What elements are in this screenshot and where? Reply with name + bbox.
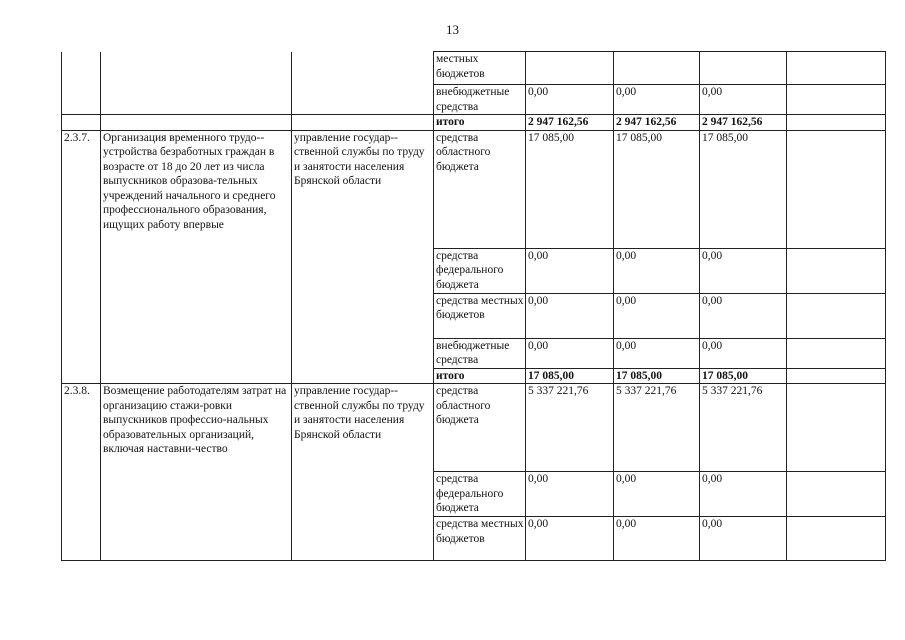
table-row	[62, 517, 886, 561]
page-number: 13	[446, 22, 459, 37]
measure-name-cell	[101, 52, 292, 85]
value-2016-cell: 2 947 162,56	[526, 115, 614, 131]
funding-source-cell: средства областного бюджета	[434, 384, 526, 472]
table-row	[62, 293, 886, 338]
extra-cell	[787, 115, 886, 131]
extra-cell	[787, 368, 886, 384]
executor-cell	[292, 293, 434, 338]
funding-source-cell: средства федерального бюджета	[434, 472, 526, 517]
value-2017-cell: 0,00	[614, 293, 700, 338]
executor-cell	[292, 85, 434, 115]
value-2017-cell: 0,00	[614, 472, 700, 517]
value-2017-cell: 17 085,00	[614, 368, 700, 384]
executor-cell	[292, 248, 434, 293]
funding-source-cell: средства областного бюджета	[434, 130, 526, 248]
measure-name-cell	[101, 368, 292, 384]
funding-source-cell: итого	[434, 368, 526, 384]
value-2017-cell: 5 337 221,76	[614, 384, 700, 472]
table-row	[62, 52, 886, 85]
measure-name-cell: Организация временного трудо-устройства безработных граждан в возрасте от 18 до 20 лет из числа выпускников образова-тельных учреждений начального и среднего профессионального образования, ищущих работу впервые	[101, 130, 292, 248]
measure-name-cell	[101, 85, 292, 115]
extra-cell	[787, 472, 886, 517]
extra-cell	[787, 248, 886, 293]
item-number-cell	[62, 338, 101, 368]
executor-cell	[292, 517, 434, 561]
executor-cell: управление государ-ственной службы по труду и занятости населения Брянской области	[292, 384, 434, 472]
table-row	[62, 384, 886, 472]
item-number-cell	[62, 517, 101, 561]
value-2017-cell: 0,00	[614, 517, 700, 561]
value-2018-cell: 0,00	[700, 293, 787, 338]
measure-name-cell	[101, 517, 292, 561]
value-2016-cell: 0,00	[526, 472, 614, 517]
funding-source-cell: внебюджетные средства	[434, 85, 526, 115]
value-2016-cell: 17 085,00	[526, 368, 614, 384]
table-row	[62, 130, 886, 248]
executor-cell	[292, 115, 434, 131]
extra-cell	[787, 130, 886, 248]
value-2017-cell: 0,00	[614, 85, 700, 115]
value-2016-cell: 0,00	[526, 248, 614, 293]
funding-source-cell: итого	[434, 115, 526, 131]
value-2018-cell: 0,00	[700, 338, 787, 368]
item-number-cell	[62, 248, 101, 293]
value-2017-cell: 17 085,00	[614, 130, 700, 248]
table-row	[62, 115, 886, 131]
executor-cell	[292, 368, 434, 384]
value-2017-cell	[614, 52, 700, 85]
value-2016-cell: 5 337 221,76	[526, 384, 614, 472]
item-number-cell	[62, 85, 101, 115]
measure-name-cell: Возмещение работодателям затрат на организацию стажи-ровки выпускников профессио-нальных образовательных организаций, включая наставни-чество	[101, 384, 292, 472]
executor-cell: управление государ-ственной службы по труду и занятости населения Брянской области	[292, 130, 434, 248]
table-row	[62, 368, 886, 384]
value-2017-cell: 0,00	[614, 338, 700, 368]
extra-cell	[787, 384, 886, 472]
measure-name-cell	[101, 472, 292, 517]
value-2018-cell: 0,00	[700, 85, 787, 115]
value-2018-cell: 5 337 221,76	[700, 384, 787, 472]
value-2016-cell	[526, 52, 614, 85]
value-2018-cell: 0,00	[700, 248, 787, 293]
funding-source-cell: местных бюджетов	[434, 52, 526, 85]
item-number-cell: 2.3.7.	[62, 130, 101, 248]
measure-name-cell	[101, 338, 292, 368]
executor-cell	[292, 52, 434, 85]
value-2016-cell: 0,00	[526, 293, 614, 338]
value-2018-cell: 17 085,00	[700, 130, 787, 248]
extra-cell	[787, 85, 886, 115]
value-2016-cell: 0,00	[526, 338, 614, 368]
extra-cell	[787, 517, 886, 561]
funding-source-cell: средства местных бюджетов	[434, 517, 526, 561]
extra-cell	[787, 52, 886, 85]
value-2016-cell: 0,00	[526, 85, 614, 115]
measure-name-cell	[101, 293, 292, 338]
table-row	[62, 472, 886, 517]
value-2018-cell: 17 085,00	[700, 368, 787, 384]
funding-table	[61, 51, 886, 561]
value-2017-cell: 2 947 162,56	[614, 115, 700, 131]
measure-name-cell	[101, 115, 292, 131]
table-row	[62, 248, 886, 293]
funding-source-cell: средства федерального бюджета	[434, 248, 526, 293]
value-2018-cell: 0,00	[700, 517, 787, 561]
item-number-cell	[62, 293, 101, 338]
item-number-cell	[62, 368, 101, 384]
table-row	[62, 85, 886, 115]
value-2018-cell: 2 947 162,56	[700, 115, 787, 131]
value-2016-cell: 17 085,00	[526, 130, 614, 248]
item-number-cell: 2.3.8.	[62, 384, 101, 472]
funding-source-cell: средства местных бюджетов	[434, 293, 526, 338]
value-2017-cell: 0,00	[614, 248, 700, 293]
extra-cell	[787, 293, 886, 338]
executor-cell	[292, 472, 434, 517]
item-number-cell	[62, 115, 101, 131]
measure-name-cell	[101, 248, 292, 293]
value-2018-cell: 0,00	[700, 472, 787, 517]
value-2018-cell	[700, 52, 787, 85]
extra-cell	[787, 338, 886, 368]
item-number-cell	[62, 472, 101, 517]
funding-source-cell: внебюджетные средства	[434, 338, 526, 368]
table-row	[62, 338, 886, 368]
value-2016-cell: 0,00	[526, 517, 614, 561]
item-number-cell	[62, 52, 101, 85]
executor-cell	[292, 338, 434, 368]
